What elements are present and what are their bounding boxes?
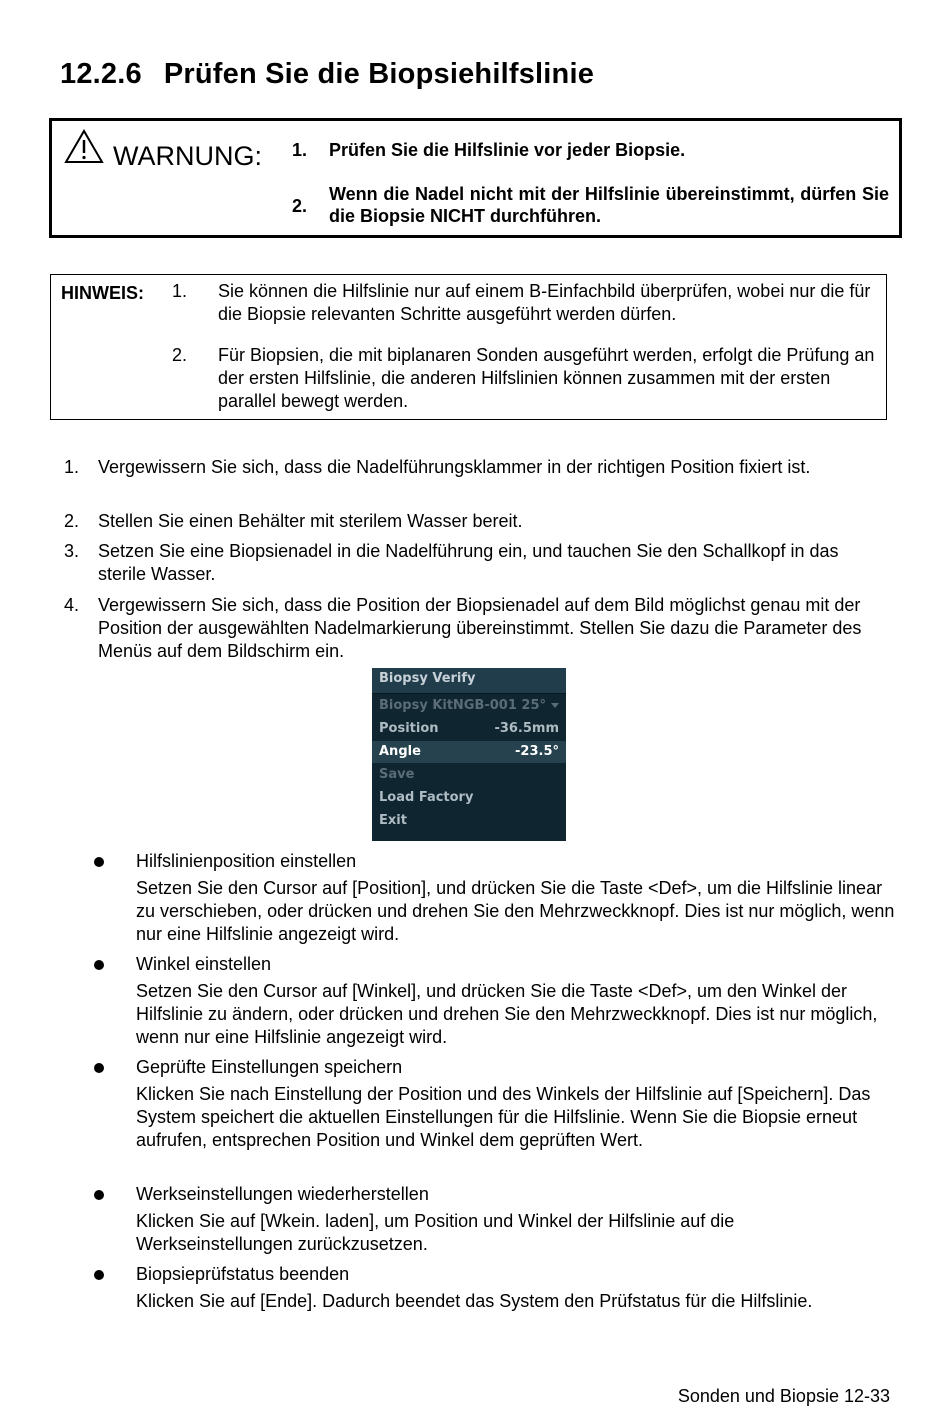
bullet-dot-icon xyxy=(94,1190,104,1200)
menu-item-exit[interactable]: Exit xyxy=(379,813,407,828)
bullet-dot-icon xyxy=(94,1270,104,1280)
bullet-dot-icon xyxy=(94,960,104,970)
menu-item-angle[interactable]: Angle -23.5° xyxy=(372,741,566,763)
warning-label: WARNUNG: xyxy=(113,141,262,171)
menu-item-position[interactable]: Position -36.5mm xyxy=(379,721,559,736)
warning-box: WARNUNG: 1. Prüfen Sie die Hilfslinie vor jeder Biopsie. 2. Wenn die Nadel nicht mit der Hilfslinie übereinstimmt, dürfen Sie die Biopsie NICHT durchführen. xyxy=(49,118,902,238)
biopsy-verify-menu xyxy=(372,668,566,841)
bullet-dot-icon xyxy=(94,857,104,867)
menu-item-save[interactable]: Save xyxy=(379,767,415,782)
menu-item-biopsy-kit[interactable]: Biopsy Kit NGB-001 25° xyxy=(372,695,566,717)
page-footer: Sonden und Biopsie 12-33 xyxy=(677,1386,890,1406)
note-box: HINWEIS: 1. Sie können die Hilfslinie nur auf einem B-Einfachbild überprüfen, wobei nur die für die Biopsie relevanten Schritte ausgeführt werden dürfen. 2. Für Biopsien, die mit biplanaren Sonden ausgeführt werden, erfolgt die Prüfung an der ersten Hilfslinie, die anderen Hilfslinien können zusammen mit der ersten parallel bewegt werden. xyxy=(50,274,887,420)
section-title: Prüfen Sie die Biopsiehilfslinie xyxy=(163,58,595,90)
menu-title: Biopsy Verify xyxy=(372,668,566,694)
bullet-dot-icon xyxy=(94,1063,104,1073)
dropdown-arrow-icon xyxy=(551,703,559,708)
warning-triangle-icon xyxy=(64,129,104,165)
note-label: HINWEIS: xyxy=(61,283,144,303)
section-heading xyxy=(60,58,594,91)
section-number: 12.2.6 xyxy=(60,58,142,90)
menu-item-load-factory[interactable]: Load Factory xyxy=(379,790,474,805)
